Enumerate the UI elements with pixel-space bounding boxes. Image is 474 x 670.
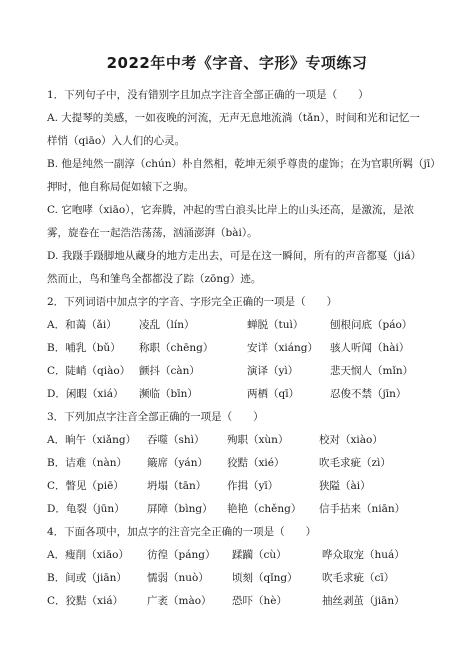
q2-d-item-1: D．闲暇（xiá） xyxy=(47,388,124,400)
q4-a-item-1: A．瘦削（xiāo） xyxy=(47,549,129,561)
q2-c-item-2: 颤抖（càn） xyxy=(139,365,200,377)
q2-d-item-2: 濒临（bīn） xyxy=(139,388,198,400)
q1-option-d-line1: D. 我蹑手蹑脚地从藏身的地方走出去，可是在这一瞬间，所有的声音都戛（jiá） xyxy=(47,250,422,262)
q2-c-item-1: C．陡峭（qiào） xyxy=(47,365,131,377)
q3-c-item-4: 狭隘（ài） xyxy=(319,480,371,492)
q4-b-item-1: B．间或（jiān） xyxy=(47,572,127,584)
q4-c-item-2: 广袤（mào） xyxy=(147,595,212,607)
q4-c-item-3: 恐吓（hè） xyxy=(232,595,287,607)
q3-b-item-4: 吹毛求疵（zì） xyxy=(319,457,391,469)
q4-a-item-3: 蹂躏（cù） xyxy=(232,549,287,561)
q2-a-item-3: 蝉脱（tuì） xyxy=(247,319,304,331)
page-title: 2022年中考《字音、字形》专项练习 xyxy=(106,54,368,72)
q2-a-item-1: A．和蔼（ǎi） xyxy=(47,319,117,331)
q3-c-item-1: C．瞥见（piē） xyxy=(47,480,124,492)
q1-option-a-line2: 样悄（qiāo）入人们的心灵。 xyxy=(47,135,186,147)
q2-b-item-4: 骇人听闻（hài） xyxy=(330,342,410,354)
q3-b-item-2: 簸席（yán） xyxy=(147,457,208,469)
q1-option-c-line1: C. 它咆哮（xiāo），它奔腾，冲起的雪白浪头比岸上的山头还高，是激流，是浓 xyxy=(47,204,414,216)
q3-d-item-4: 信手拈来（niān） xyxy=(319,503,406,515)
q3-c-item-3: 作揖（yī） xyxy=(227,480,279,492)
q3-a-item-4: 校对（xiào） xyxy=(319,434,383,446)
q1-option-d-line2: 然而止，鸟和雏鸟全都都没了踪（zōng）迹。 xyxy=(47,273,262,285)
question-1-stem: 1．下列句子中，没有错别字且加点字注音全部正确的一项是（ ） xyxy=(47,89,369,101)
q1-option-b-line1: B. 他是纯然一副淳（chún）朴自然相，乾坤无须乎尊贵的虚饰；在为官职所羁（jī） xyxy=(47,158,441,170)
question-2-stem: 2．下列词语中加点字的字音、字形完全正确的一项是（ ） xyxy=(47,296,338,308)
q2-b-item-1: B．哺乳（bǔ） xyxy=(47,342,121,354)
q4-b-item-4: 吹毛求疵（cī） xyxy=(322,572,395,584)
q3-b-item-1: B．诘难（nàn） xyxy=(47,457,128,469)
q2-b-item-2: 称职（chēng） xyxy=(139,342,214,354)
q4-a-item-4: 哗众取宠（huá） xyxy=(322,549,405,561)
q4-b-item-2: 懦弱（nuò） xyxy=(147,572,209,584)
q2-d-item-4: 忍俊不禁（jīn） xyxy=(330,388,407,400)
q2-c-item-4: 悲天悯人（mǐn） xyxy=(330,365,414,377)
question-4-stem: 4．下面各项中，加点字的注音完全正确的一项是（ ） xyxy=(47,526,317,538)
q3-b-item-3: 狡黠（xié） xyxy=(227,457,285,469)
q2-a-item-2: 凌乱（lín） xyxy=(139,319,195,331)
q3-a-item-2: 吞噬（shì） xyxy=(147,434,205,446)
q3-d-item-3: 艳艳（chěng） xyxy=(227,503,302,515)
q4-c-item-1: C．狡黠（xiá） xyxy=(47,595,124,607)
q3-a-item-1: A．晌午（xiǎng） xyxy=(47,434,137,446)
q1-option-b-line2: 押时，他自称局促如辕下之驹。 xyxy=(47,181,194,193)
q4-b-item-3: 顷刻（qǐng） xyxy=(232,572,298,584)
q2-b-item-3: 安详（xiáng） xyxy=(247,342,319,354)
q3-d-item-2: 屏障（bìng） xyxy=(147,503,213,515)
q2-c-item-3: 演译（yì） xyxy=(247,365,299,377)
q1-option-a-line1: A. 大提琴的美感，一如夜晚的河流，无声无息地流淌（tǎn），时间和光和记忆一 xyxy=(47,112,420,124)
q1-option-c-line2: 雾，旋卷在一起浩浩荡荡，汹涌澎湃（bài）。 xyxy=(47,227,258,239)
q3-d-item-1: D．龟裂（jūn） xyxy=(47,503,125,515)
q2-a-item-4: 刨根问底（páo） xyxy=(330,319,413,331)
q4-c-item-4: 抽丝剥茧（jiān） xyxy=(322,595,405,607)
q4-a-item-2: 彷徨（páng） xyxy=(147,549,216,561)
q3-c-item-2: 坍塌（tān） xyxy=(147,480,207,492)
question-3-stem: 3．下列加点字注音全部正确的一项是（ ） xyxy=(47,411,264,423)
q2-d-item-3: 两栖（qī） xyxy=(247,388,300,400)
q3-a-item-3: 殉职（xùn） xyxy=(227,434,289,446)
